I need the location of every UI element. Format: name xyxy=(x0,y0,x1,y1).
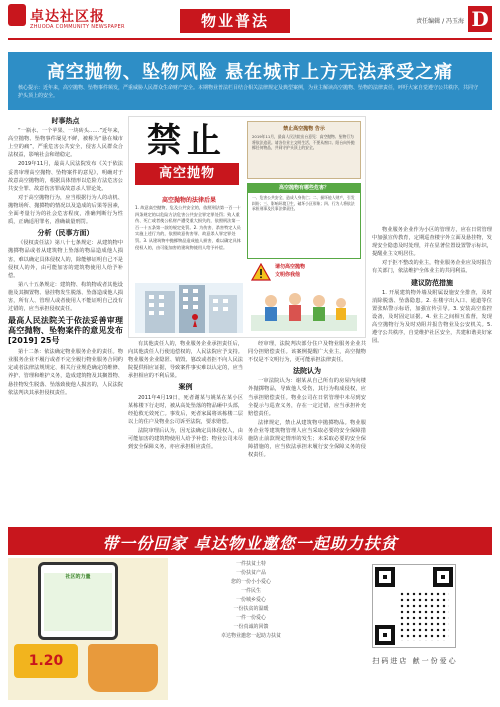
paragraph: 物业服务企业作为小区的管理方，应在日常管理中加强宣传教育，定期巡查楼宇外立面及悬挂物，发现安全隐患及时处理，并在显著位置设置警示标识，提醒业主文明居住。 xyxy=(372,227,492,258)
masthead-rule xyxy=(8,38,492,40)
ban-subtitle: 高空抛物 xyxy=(135,163,239,185)
paragraph: 第十二条：依法确定物业服务企业的责任。物业服务企业不履行或者不完全履行物业服务合同约定或者法律法规规定、相关行业规范确定的维修、养护、管理和维护义务，造成建筑物及其搁置物、悬挂物发生脱落、坠落致使他人损害的，人民法院依法判决其承担侵权责任。 xyxy=(8,349,123,396)
poem-line: 一件一份爱心 xyxy=(235,615,266,621)
warning-triangle-icon xyxy=(251,263,271,281)
phone-icon xyxy=(38,562,118,640)
paragraph: 法律规定，禁止从建筑物中抛掷物品。物业服务企业等建筑物管理人应当采取必要的安全保障措施防止前款规定情形的发生；未采取必要的安全保障措施的，应当依法承担未履行安全保障义务的侵权责任。 xyxy=(248,419,366,459)
ban-text: 禁止 xyxy=(147,121,227,161)
paragraph: 2011年4月19日，死者谢某与姚某在某小区某栋楼下行走时，被从高处坠落的物品砸中头部，经抢救无效死亡。事发后，死者家属将该栋楼二层以上的住户及物业公司诉至法院，要求赔偿。 xyxy=(128,394,243,425)
notice-title: 禁止高空抛物 告示 xyxy=(283,126,325,132)
subhead-analysis: 分析（民事方面） xyxy=(37,229,94,238)
no-littering-poster xyxy=(128,116,366,338)
newspaper-name: 卓达社区报 xyxy=(30,9,105,25)
paragraph: 2019年11月，最高人民法院发布《关于依法妥善审理高空抛物、坠物案件的意见》，明确对于故意高空抛物的，根据具体情形以危险方法危害公共安全罪、故意伤害罪或故意杀人罪论处。 xyxy=(8,161,123,192)
poem-line: 一件民生 xyxy=(240,588,261,594)
poem-line: 一件扶贫土特 xyxy=(235,561,266,567)
paragraph: 经审理，法院判决部分住户及物业服务企业共同分担赔偿责任。该案例提醒广大业主，高空抛物不仅是不文明行为，更可能承担法律责任。 xyxy=(248,341,366,364)
paragraph: 《侵权责任法》第八十七条规定：从建筑物中抛掷物品或者从建筑物上坠落的物品造成他人损害，难以确定具体侵权人的，除能够证明自己不是侵权人的外，由可能加害的建筑物使用人给予补偿。 xyxy=(8,240,123,279)
poster-law-title: 高空抛物的法律后果 xyxy=(161,197,216,204)
produce-basket-icon xyxy=(88,644,158,692)
paragraph: 对于高空抛物行为，应当根据行为人的动机、抛物场所、抛掷物的情况以及造成的后果等因素，全面考量行为的社会危害程度，准确判断行为性质，正确适用罪名，准确裁量刑罚。 xyxy=(8,194,123,226)
building-illustration xyxy=(135,283,243,333)
headline: 高空抛物、坠物风险 悬在城市上方无法承受之痛 xyxy=(46,62,454,83)
price-tag: 1.20 xyxy=(14,644,78,678)
app-label: 社区的力量 xyxy=(65,574,91,580)
qr-corner xyxy=(375,625,395,645)
logo-seal-icon xyxy=(8,4,26,26)
paragraph: 法院审理后认为，因无法确定具体侵权人，由可能加害的建筑物使用人给予补偿；物业公司未尽到安全保障义务，亦应承担相应责任。 xyxy=(128,427,243,451)
notice-body: 2019年11月，最高人民法院出台意见：高空抛物、坠物行为将依法追责。请各位业主文明生活，不要从窗口、阳台向外抛掷任何物品，共同守护头顶上的安全。 xyxy=(252,134,355,151)
poem-line: 卓达物业邀您一起助力扶贫 xyxy=(220,633,281,639)
subhead-opinion: 最高人民法院关于依法妥善审理高空抛物、坠物案件的意见发布[2019] 25号 xyxy=(8,316,123,346)
newspaper-english-name: ZHUODA COMMUNITY NEWSPAPER xyxy=(30,24,125,30)
qr-section xyxy=(338,560,492,700)
subhead-advice: 建议防范措施 xyxy=(411,278,453,287)
poverty-relief-slogan: 带一份回家 卓达物业邀您一起助力扶贫 xyxy=(102,534,398,553)
poem-line: 您的一份小小爱心 xyxy=(230,579,271,585)
scan-caption: 扫码进店 献一份爱心 xyxy=(372,657,458,665)
qr-corner xyxy=(375,567,395,587)
paragraph: 有其他责任人的，物业服务企业承担责任后，向其他责任人行使追偿权的，人民法院应予支持。物业服务企业隐匿、销毁、篡改或者拒不向人民法院提供相应证据，导致案件事实难以认定的，应当承担相应的不利后果。 xyxy=(128,341,243,380)
poster-notice xyxy=(247,121,361,179)
editor-credit: 责任编辑 / 冯玉海 xyxy=(416,18,464,25)
article-column-3 xyxy=(248,340,366,524)
poem-line: 一份扶贫产品 xyxy=(235,570,266,576)
article-column-4 xyxy=(372,226,492,524)
poem-line: 一份扶贫的温暖 xyxy=(233,606,269,612)
section-title: 物业普法 xyxy=(180,9,290,33)
poem-line: 一份城乡爱心 xyxy=(235,597,266,603)
qr-corner xyxy=(433,567,453,587)
paragraph: 第八十五条规定：建筑物、构筑物或者其他设施及其搁置物、悬挂物发生脱落、坠落造成他人损害，所有人、管理人或者使用人不能证明自己没有过错的，应当承担侵权责任。 xyxy=(8,281,123,313)
phone-screen xyxy=(44,573,112,631)
article-column-1 xyxy=(8,114,123,524)
paragraph: 一审法院认为：谢某从自己所有的房屋内向楼外抛掷物品，导致他人受伤，其行为构成侵权，应当承担赔偿责任。物业公司在日常管理中未尽到安全提示与巡查义务，存在一定过错，应当承担补充赔偿责任。 xyxy=(248,378,366,417)
hazards-body: 一、危害公共安全，造成人身伤亡；二、损坏他人财产，引发纠纷；三、影响环境卫生，破坏小区形象；四、行为人将依法承担刑事及民事法律责任。 xyxy=(252,195,355,212)
paragraph: 1. 开展建筑物外墙及附属设施安全排查，及时消除脱落、坠落隐患。2. 在楼宇出入口、通道等位置张贴警示标语，加强宣传引导。3. 安装高空监控设备，及时固定证据。4. 业主之间相互监督，发现高空抛物行为及时劝阻并报告物业及公安机关。5. 遵守公共秩序，自觉维护社区安全，共建和谐美好家园。 xyxy=(372,289,492,345)
poem-lines xyxy=(176,560,326,700)
paragraph: 对于拒不整改的业主，物业服务企业应及时报告有关部门，依法维护全体业主的共同利益。 xyxy=(372,260,492,275)
newspaper-logo xyxy=(8,4,148,34)
headline-banner xyxy=(8,52,492,110)
warning-line-1: 请勿高空抛物 xyxy=(275,264,306,270)
subhead-case: 案例 xyxy=(178,383,193,392)
residents-illustration xyxy=(251,285,357,331)
poem-line: 一份真诚的回馈 xyxy=(233,624,269,630)
qr-modules xyxy=(399,591,449,641)
ban-sign xyxy=(135,123,239,191)
warning-line-2: 文明你我他 xyxy=(275,272,301,278)
subhead-news: 时事热点 xyxy=(51,117,80,125)
shop-advertisement xyxy=(8,558,168,700)
masthead xyxy=(0,0,500,40)
qr-code[interactable] xyxy=(372,564,456,648)
article-column-2 xyxy=(128,340,243,524)
subhead-court-opinion: 法院认为 xyxy=(293,367,321,376)
warning-block xyxy=(247,263,361,333)
poster-law-text: 1. 故意高空抛物，危及公共安全的，依照刑法第一百一十四条规定的以危险方法危害公共安全罪定罪处罚；致人重伤、死亡或者使公私财产遭受重大损失的，依照刑法第一百一十五条第一款的规定处罚。2. 为伤害、杀害特定人员实施上述行为的，依照故意伤害罪、故意杀人罪定罪处罚。3. 从建筑物中抛掷物品造成他人损害，难以确定具体侵权人的，由可能加害的建筑物使用人给予补偿。 xyxy=(135,205,241,250)
hazards-title: 高空抛物有哪些危害？ xyxy=(248,184,360,193)
lead-paragraph: 核心提示：近年来，高空抛物、坠物事件频发，严重威胁人民群众生命财产安全。本期物业普法栏目结合相关法律规定及典型案例，为业主解读高空抛物、坠物的法律责任，呼吁大家自觉遵守公共秩序，共同守护头顶上的安全。 xyxy=(18,85,479,99)
paragraph: “一瓶水、一个苹果、一块砖头……”近年来，高空抛物、坠物事件屡见不鲜，被称为“悬在城市上空的痛”，严重危害公共安全，侵害人民群众合法权益，影响社会和谐稳定。 xyxy=(8,128,123,159)
hazards-box xyxy=(247,183,361,259)
page-letter: D xyxy=(468,6,492,32)
poverty-relief-banner xyxy=(8,527,492,555)
